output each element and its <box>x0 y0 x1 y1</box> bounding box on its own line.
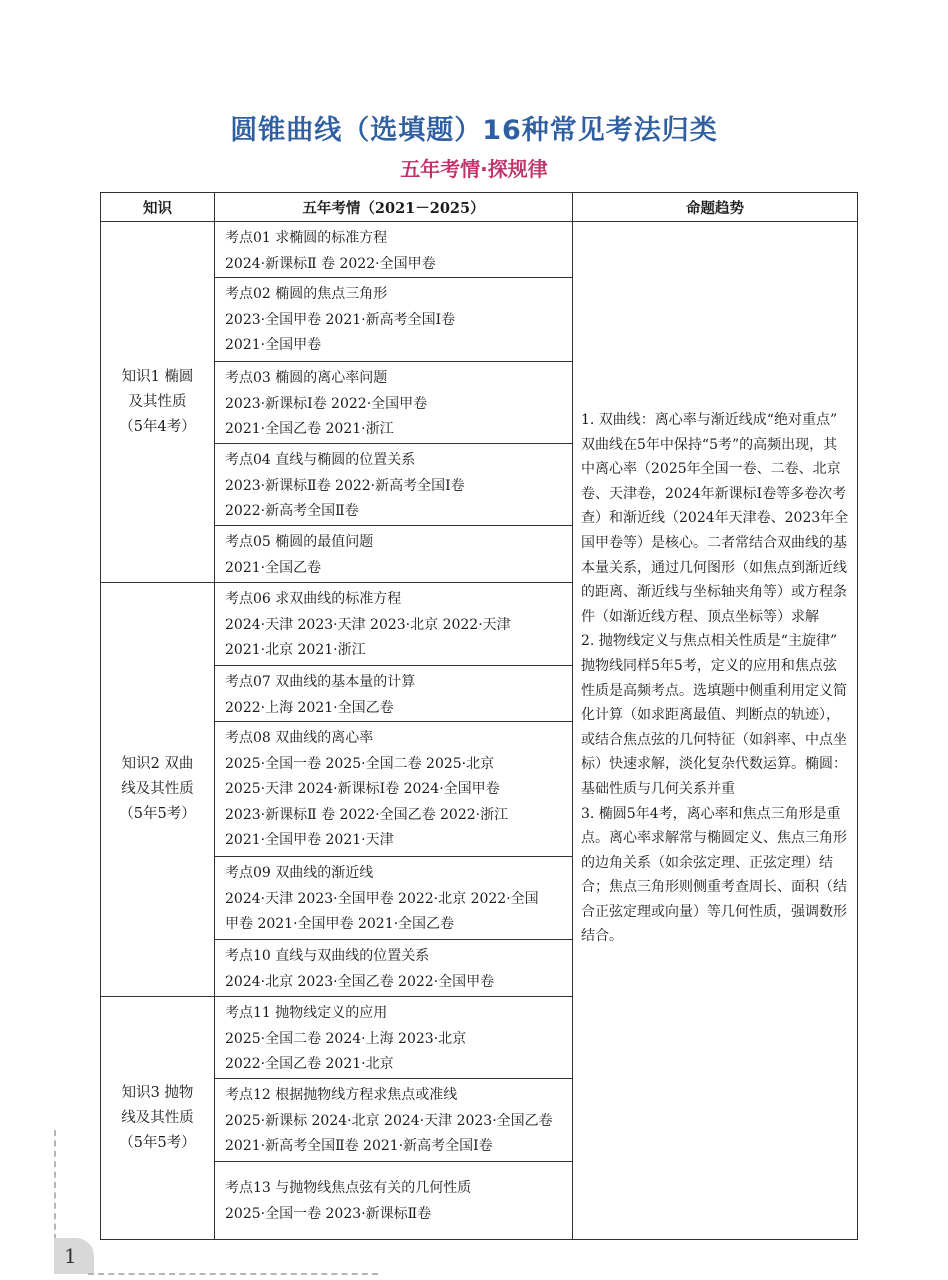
knowledge-label-line: （5年4考） <box>119 418 196 435</box>
page-decor-dashed-horizontal <box>88 1273 378 1275</box>
point-years: 2024·北京 2023·全国乙卷 2022·全国甲卷 <box>225 973 495 990</box>
point-title: 考点04 直线与椭圆的位置关系 <box>225 452 416 468</box>
point-years: 2021·全国乙卷 <box>225 559 322 576</box>
point-title: 考点09 双曲线的渐近线 <box>225 865 374 881</box>
point-years: 2025·全国一卷 2023·新课标Ⅱ卷 <box>225 1205 432 1222</box>
exam-point-11 <box>215 997 573 1079</box>
trend-heading-2: 2. 抛物线定义与焦点相关性质是“主旋律” <box>581 633 838 650</box>
point-years: 2024·新课标Ⅱ 卷 2022·全国甲卷 <box>225 255 436 272</box>
exam-point-06 <box>215 583 573 666</box>
point-years: 2023·新课标Ⅱ卷 2022·新高考全国Ⅰ卷 <box>225 477 465 494</box>
point-years: 2022·新高考全国Ⅱ卷 <box>225 503 359 519</box>
point-title: 考点12 根据抛物线方程求焦点或准线 <box>225 1087 458 1103</box>
point-title: 考点01 求椭圆的标准方程 <box>225 230 388 246</box>
point-years: 甲卷 2021·全国甲卷 2021·全国乙卷 <box>225 916 455 932</box>
exam-analysis-table <box>100 192 858 1240</box>
exam-point-03 <box>215 362 573 444</box>
point-title: 考点07 双曲线的基本量的计算 <box>225 674 416 690</box>
trend-body-1: 双曲线在5年中保持“5考”的高频出现，其中离心率（2025年全国一卷、二卷、北京卷、天津卷，2024年新课标Ⅰ卷等多卷次考查）和渐近线（2024年天津卷、2023年全国甲卷等）是核心。二者常结合双曲线的基本量关系，通过几何图形（如焦点到渐近线的距离、渐近线与坐标轴夹角等）或方程条件（如渐近线方程、顶点坐标等）求解 <box>581 436 849 625</box>
point-years: 2025·天津 2024·新课标Ⅰ卷 2024·全国甲卷 <box>225 781 500 797</box>
point-title: 考点11 抛物线定义的应用 <box>225 1005 388 1021</box>
knowledge-label-line: （5年5考） <box>119 806 196 822</box>
point-title: 考点06 求双曲线的标准方程 <box>225 591 402 607</box>
page-number: 1 <box>64 1244 77 1268</box>
point-title: 考点10 直线与双曲线的位置关系 <box>225 948 430 964</box>
trend-body-2: 抛物线同样5年5考，定义的应用和焦点弦性质是高频考点。选填题中侧重利用定义简化计算（如求距离最值、判断点的轨迹），或结合焦点弦的几何特征（如斜率、中点坐标）快速求解，淡化复杂代数运算。椭圆：基础性质与几何关系并重 <box>581 657 847 797</box>
knowledge-label-line: 知识1 椭圆 <box>121 368 194 385</box>
page-decor-dashed-vertical <box>54 1130 56 1240</box>
point-years: 2025·全国一卷 2025·全国二卷 2025·北京 <box>225 755 495 772</box>
header-knowledge: 知识 <box>101 193 215 222</box>
exam-point-01 <box>215 222 573 278</box>
table-header-row <box>101 193 858 222</box>
exam-point-13 <box>215 1162 573 1240</box>
exam-point-08 <box>215 722 573 857</box>
exam-point-04 <box>215 444 573 526</box>
point-years: 2025·全国二卷 2024·上海 2023·北京 <box>225 1030 467 1047</box>
point-title: 考点08 双曲线的离心率 <box>225 730 374 746</box>
point-years: 2023·新课标Ⅰ卷 2022·全国甲卷 <box>225 395 428 412</box>
point-years: 2021·全国乙卷 2021·浙江 <box>225 421 394 437</box>
exam-point-09 <box>215 857 573 940</box>
knowledge-label-line: （5年5考） <box>119 1134 196 1151</box>
knowledge-label-line: 知识3 抛物 <box>121 1084 194 1101</box>
point-years: 2025·新课标 2024·北京 2024·天津 2023·全国乙卷 <box>225 1112 553 1129</box>
knowledge-label-line: 知识2 双曲 <box>121 756 194 772</box>
point-years: 2022·上海 2021·全国乙卷 <box>225 699 394 716</box>
point-years: 2021·新高考全国Ⅱ卷 2021·新高考全国Ⅰ卷 <box>225 1138 493 1154</box>
point-title: 考点02 椭圆的焦点三角形 <box>225 286 388 302</box>
exam-point-02 <box>215 278 573 362</box>
point-title: 考点13 与抛物线焦点弦有关的几何性质 <box>225 1180 472 1196</box>
point-years: 2021·全国甲卷 <box>225 337 322 353</box>
exam-point-07 <box>215 666 573 722</box>
exam-point-12 <box>215 1079 573 1162</box>
header-trend: 命题趋势 <box>573 193 858 222</box>
exam-point-10 <box>215 940 573 997</box>
point-years: 2024·天津 2023·全国甲卷 2022·北京 2022·全国 <box>225 890 539 907</box>
exam-point-05 <box>215 526 573 583</box>
point-years: 2021·北京 2021·浙江 <box>225 642 366 658</box>
point-years: 2023·全国甲卷 2021·新高考全国Ⅰ卷 <box>225 311 456 328</box>
point-years: 2023·新课标Ⅱ 卷 2022·全国乙卷 2022·浙江 <box>225 806 509 823</box>
point-title: 考点05 椭圆的最值问题 <box>225 534 374 550</box>
table-row <box>101 222 858 278</box>
trend-body-3: 3. 椭圆5年4考，离心率和焦点三角形是重点。离心率求解常与椭圆定义、焦点三角形的边角关系（如余弦定理、正弦定理）结合；焦点三角形则侧重考查周长、面积（结合正弦定理或向量）等几何性质，强调数形结合。 <box>581 805 847 945</box>
point-title: 考点03 椭圆的离心率问题 <box>225 370 388 386</box>
page-subtitle: 五年考情·探规律 <box>400 157 548 181</box>
knowledge-label-line: 线及其性质 <box>121 1109 194 1126</box>
point-years: 2022·全国乙卷 2021·北京 <box>225 1056 394 1072</box>
page-title: 圆锥曲线（选填题）16种常见考法归类 <box>230 115 718 146</box>
point-years: 2024·天津 2023·天津 2023·北京 2022·天津 <box>225 616 511 633</box>
knowledge-hyperbola <box>101 583 215 997</box>
knowledge-parabola <box>101 997 215 1240</box>
knowledge-label-line: 线及其性质 <box>121 781 194 797</box>
knowledge-ellipse <box>101 222 215 583</box>
header-five-year: 五年考情（2021－2025） <box>215 193 573 222</box>
trend-heading-1: 1. 双曲线：离心率与渐近线成“绝对重点” <box>581 412 838 428</box>
point-years: 2021·全国甲卷 2021·天津 <box>225 832 394 848</box>
trend-cell <box>573 222 858 1240</box>
knowledge-label-line: 及其性质 <box>128 393 187 410</box>
